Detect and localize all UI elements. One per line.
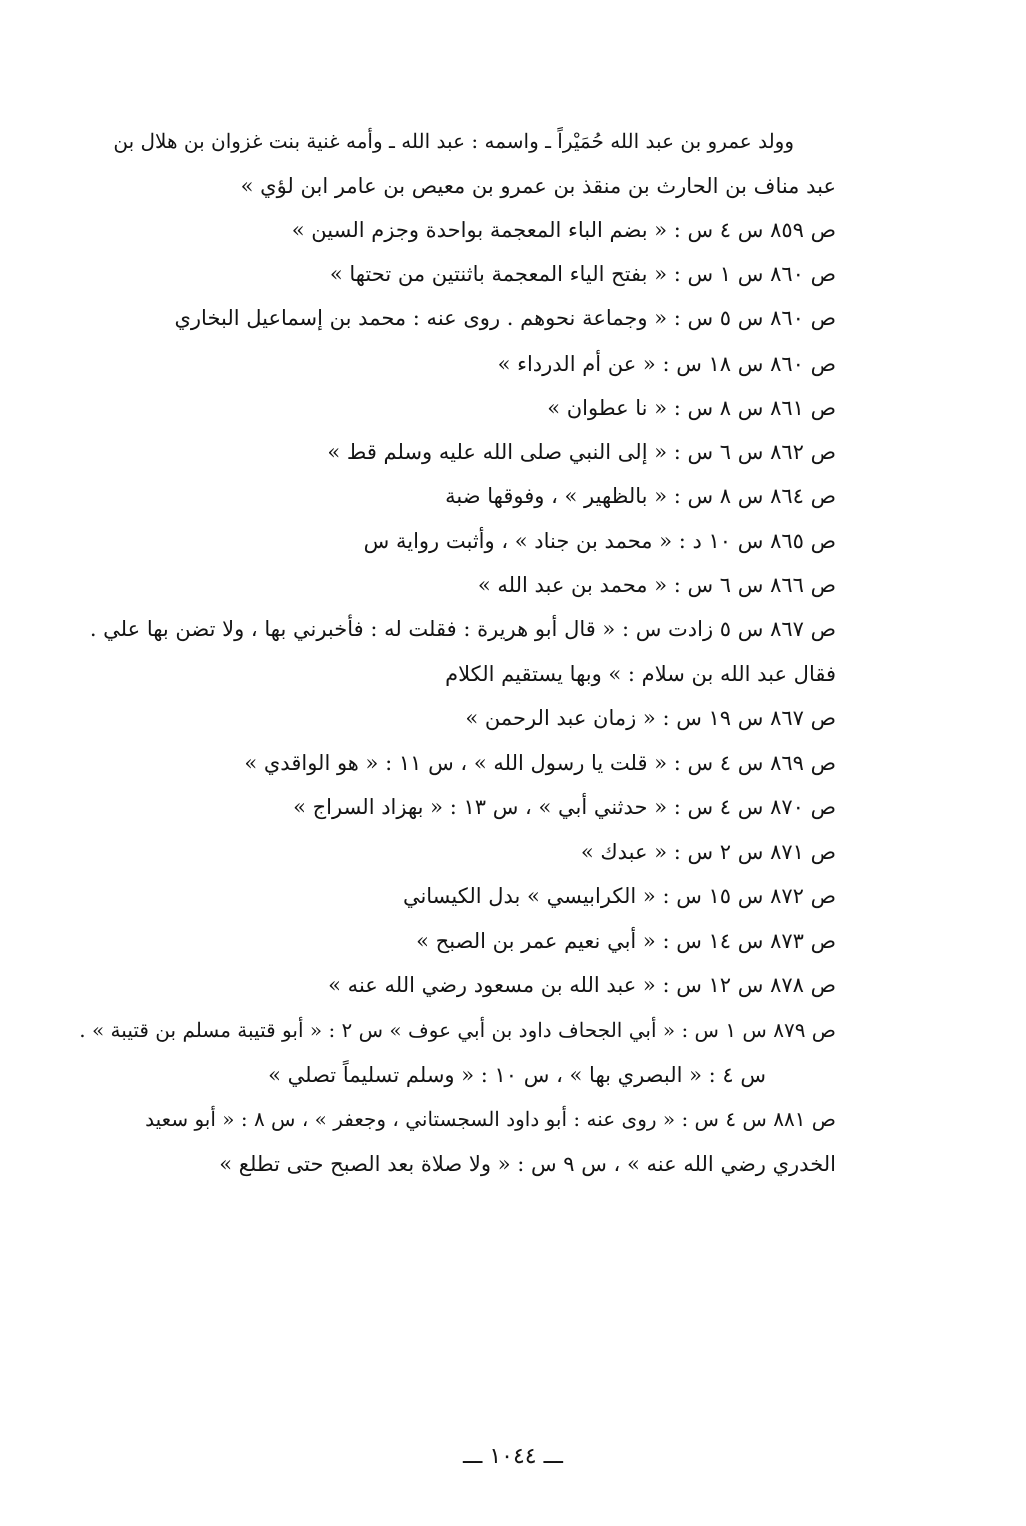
text-line: وولد عمرو بن عبد الله حُمَيْراً ـ واسمه : عبد الله ـ وأمه غنية بنت غزوان بن هلال بن xyxy=(113,129,794,153)
text-line: الخدري رضي الله عنه » ، س ٩ س : « ولا صلاة بعد الصبح حتى تطلع » xyxy=(219,1152,836,1176)
text-line: ص ٨٦٤ س ٨ س : « بالظهير » ، وفوقها ضبة xyxy=(445,484,836,508)
text-line: ص ٨٥٩ س ٤ س : « بضم الباء المعجمة بواحدة وجزم السين » xyxy=(291,218,836,242)
text-line: فقال عبد الله بن سلام : » وبها يستقيم الكلام xyxy=(445,662,836,686)
text-line: ص ٨٦٢ س ٦ س : « إلى النبي صلى الله عليه وسلم قط » xyxy=(327,440,836,464)
text-line: ص ٨٧٠ س ٤ س : « حدثني أبي » ، س ١٣ : « بهزاد السراج » xyxy=(293,795,836,819)
text-line: ص ٨٦٠ س ٥ س : « وجماعة نحوهم . روى عنه : محمد بن إسماعيل البخاري xyxy=(174,306,836,330)
text-line: ص ٨٧٨ س ١٢ س : « عبد الله بن مسعود رضي الله عنه » xyxy=(328,973,836,997)
page-number-text: ـــ ١٠٤٤ ـــ xyxy=(463,1444,563,1469)
text-line: س ٤ : « البصري بها » ، س ١٠ : « وسلم تسليماً تصلي » xyxy=(268,1063,766,1087)
text-line: ص ٨٦٩ س ٤ س : « قلت يا رسول الله » ، س ١١ : « هو الواقدي » xyxy=(244,751,836,775)
text-line: عبد مناف بن الحارث بن منقذ بن عمرو بن معيص بن عامر ابن لؤي » xyxy=(240,174,836,198)
text-line: ص ٨٨١ س ٤ س : « روى عنه : أبو داود السجستاني ، وجعفر » ، س ٨ : « أبو سعيد xyxy=(145,1107,836,1131)
text-line: ص ٨٦٧ س ٥ زادت س : « قال أبو هريرة : فقلت له : فأخبرني بها ، ولا تضن بها علي . xyxy=(89,617,836,641)
page-number xyxy=(0,1442,1026,1472)
text-line: ص ٨٧٢ س ١٥ س : « الكرابيسي » بدل الكيساني xyxy=(402,884,836,908)
text-line: ص ٨٦٥ س ١٠ د : « محمد بن جناد » ، وأثبت رواية س xyxy=(363,529,836,553)
text-line: ص ٨٦٦ س ٦ س : « محمد بن عبد الله » xyxy=(477,573,836,597)
text-line: ص ٨٧٣ س ١٤ س : « أبي نعيم عمر بن الصبح » xyxy=(416,929,836,953)
text-line: ص ٨٧٩ س ١ س : « أبي الجحاف داود بن أبي عوف » س ٢ : « أبو قتيبة مسلم بن قتيبة » . xyxy=(79,1018,836,1042)
text-line: ص ٨٦٠ س ١٨ س : « عن أم الدرداء » xyxy=(497,352,836,376)
text-line: ص ٨٦١ س ٨ س : « نا عطوان » xyxy=(547,396,836,420)
text-line: ص ٨٧١ س ٢ س : « عبدك » xyxy=(580,840,836,864)
text-line: ص ٨٦٧ س ١٩ س : « زمان عبد الرحمن » xyxy=(465,706,836,730)
text-line: ص ٨٦٠ س ١ س : « بفتح الياء المعجمة باثنتين من تحتها » xyxy=(329,262,836,286)
